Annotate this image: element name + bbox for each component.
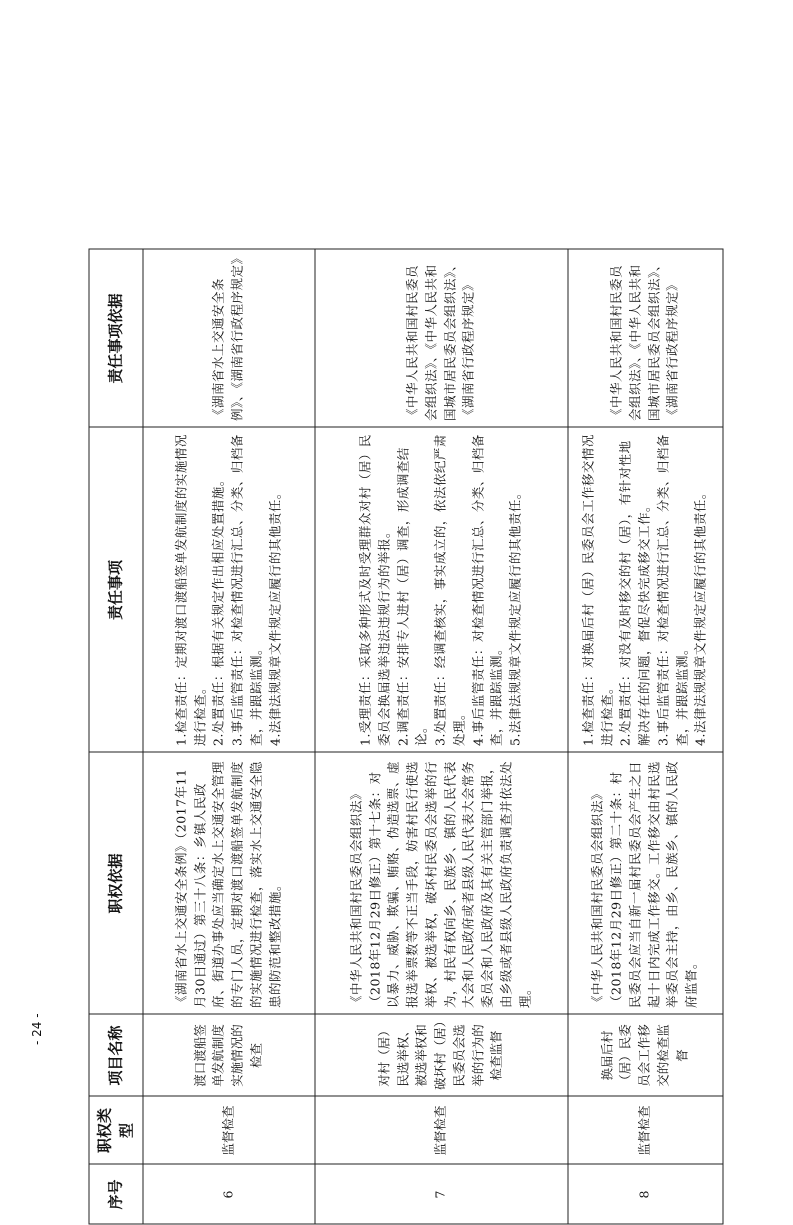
- cell-basis: 《中华人民共和国村民委员会组织法》（2018年12月29日修正）第二十条：村民委员会应当自新一届村民委员会产生之日起十日内完成工作移交。工作移交由村民选举委员会主持，由乡、民族乡、镇的人民政府监督。: [568, 753, 723, 1015]
- cell-basis: 《中华人民共和国村民委员会组织法》（2018年12月29日修正）第十七条：对以暴力、威胁、欺骗、贿赂、伪造选票、虚报选举票数等不正当手段，妨害村民行使选举权、被选举权，破坏村民委员会选举的行为，村民有权向乡、民族乡、镇的人民代表大会和人民政府或者县级人民代表大会常务委员会和人民政府及其有关主管部门举报，由乡级或者县级人民政府负责调查并依法处理。: [315, 753, 568, 1015]
- duty-line: 3.处置责任：经调查核实，事实成立的，依法依纪严肃处理。: [432, 434, 467, 746]
- cell-duty: [568, 428, 723, 753]
- duty-line: 2.调查责任：安排专人进村（居）调查，形成调查结论。: [395, 447, 429, 746]
- header-no: 序号: [89, 1165, 143, 1225]
- cell-no: 6: [143, 1165, 315, 1225]
- duty-table: [88, 249, 723, 1225]
- header-basis: 职权依据: [89, 753, 143, 1015]
- cell-basis: 《湖南省水上交通安全条例》（2017年11月30日通过）第三十八条：乡镇人民政府、街道办事处应当确定水上交通安全管理的专门人员，定期对渡口渡船签单发航制度的实施情况进行检查，落实水上交通安全隐患的防范和整改措施。: [143, 753, 315, 1015]
- cell-name: 对村（居）民选举权、被选举权和破坏村（居）民委员会选举的行为的检查监督: [315, 1015, 568, 1097]
- duty-line: 1.检查责任：定期对渡口渡船签单发航制度的实施情况进行检查。: [173, 434, 207, 746]
- header-type: 职权类型: [89, 1097, 143, 1165]
- table-row: [568, 250, 723, 1225]
- cell-type: 监督检查: [143, 1097, 315, 1165]
- cell-no: 7: [315, 1165, 568, 1225]
- duty-line: 3.事后监管责任：对检查情况进行汇总、分类、归档备查，并跟踪监测。: [229, 434, 264, 746]
- table-header-row: [89, 250, 143, 1225]
- header-name: 项目名称: [89, 1015, 143, 1097]
- table-row: [143, 250, 315, 1225]
- duty-line: 1.检查责任：对换届后村（居）民委员会工作移交情况进行检查。: [580, 434, 615, 746]
- duty-line: 2.处置责任：对没有及时移交的村（居），有针对性地解决存在的问题，督促尽快完成移交工作。: [617, 440, 652, 746]
- table-row: [315, 250, 568, 1225]
- cell-type: 监督检查: [315, 1097, 568, 1165]
- duty-line: 3.事后监管责任：对检查情况进行汇总、分类、归档备查，并跟踪监测。: [655, 434, 690, 746]
- duty-line: 4.事后监管责任：对检查情况进行汇总、分类、归档备查，并跟踪监测。: [470, 434, 504, 746]
- duty-line: 2.处置责任：根据有关规定作出相应处置措施。: [210, 473, 226, 746]
- header-duty-basis: 责任事项依据: [89, 250, 143, 428]
- duty-line: 4.法律法规规章文件规定应履行的其他责任。: [692, 486, 708, 746]
- cell-name: 渡口渡船签单发航制度实施情况的检查: [143, 1015, 315, 1097]
- cell-duty: [143, 428, 315, 753]
- cell-duty-basis: 《中华人民共和国村民委员会组织法》、《中华人民共和国城市居民委员会组织法》、《湖南省行政程序规定》: [568, 250, 723, 428]
- duty-line: 5.法律法规规章文件规定应履行的其他责任。: [507, 486, 523, 746]
- cell-duty-basis: 《湖南省水上交通安全条例》、《湖南省行政程序规定》: [143, 250, 315, 428]
- page-number: - 24 -: [30, 1013, 44, 1045]
- cell-name: 换届后村（居）民委员会工作移交的检查监督: [568, 1015, 723, 1097]
- duty-line: 4.法律法规规章文件规定应履行的其他责任。: [267, 486, 282, 746]
- header-duty: 责任事项: [89, 428, 143, 753]
- cell-duty: [315, 428, 568, 753]
- cell-type: 监督检查: [568, 1097, 723, 1165]
- duty-line: 1.受理责任：采取多种形式及时受理群众对村（居）民委员会换届选举违法违规行为的举报。: [357, 434, 392, 746]
- rotated-frame: [0, 251, 793, 1210]
- cell-duty-basis: 《中华人民共和国村民委员会组织法》、《中华人民共和国城市居民委员会组织法》、《湖南省行政程序规定》: [315, 250, 568, 428]
- cell-no: 8: [568, 1165, 723, 1225]
